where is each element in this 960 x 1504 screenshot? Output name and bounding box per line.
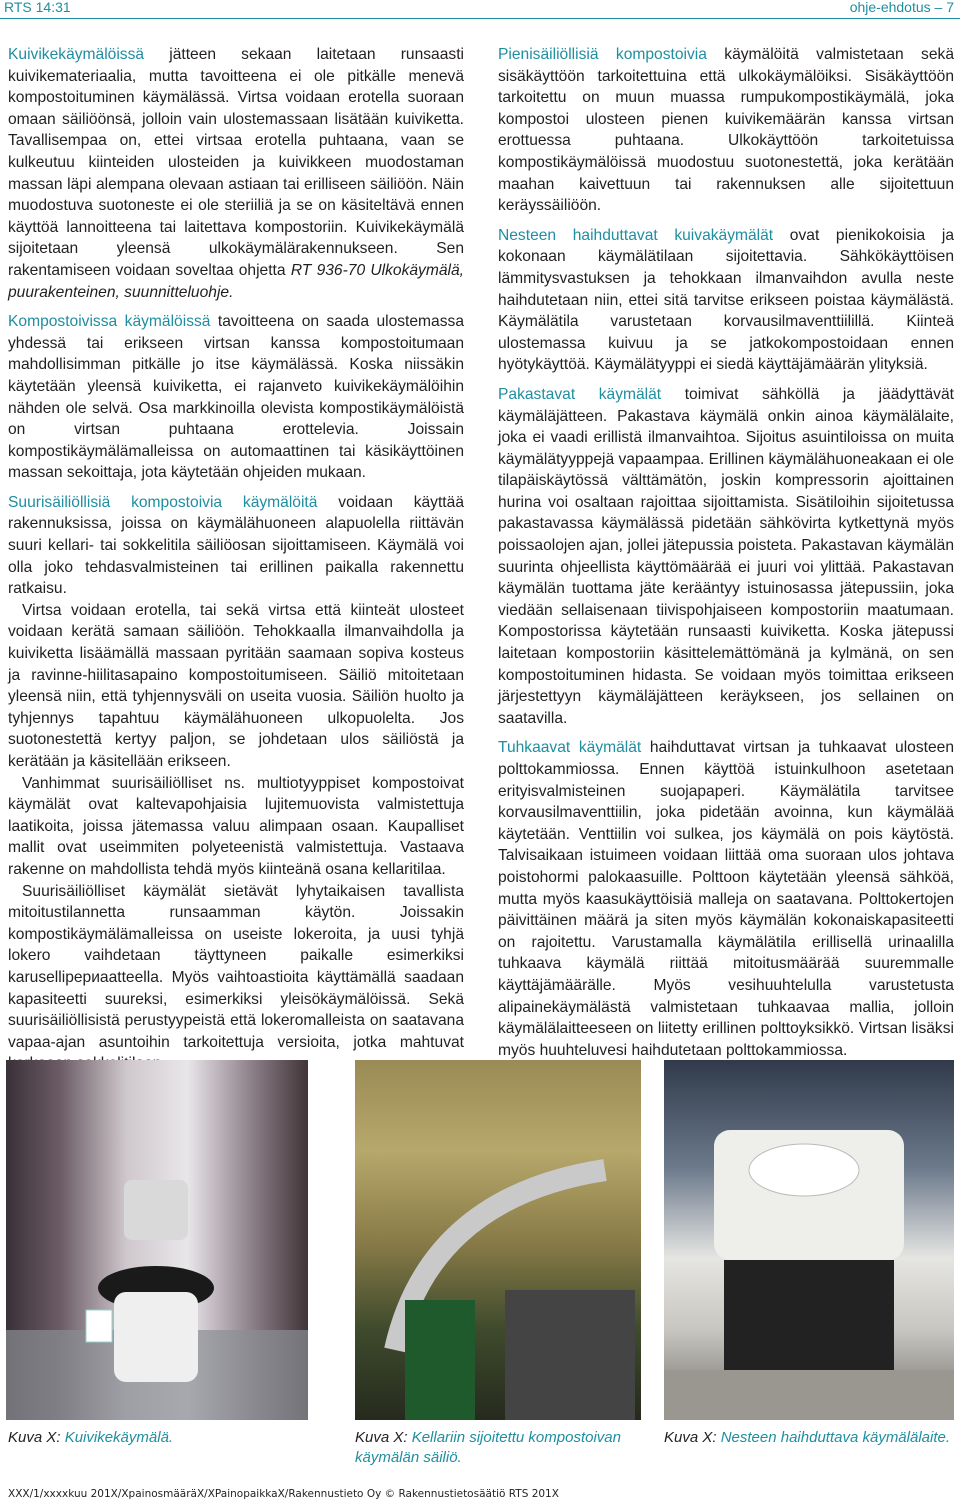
paragraph (8, 44, 464, 303)
reference: RT 936-70 Ulkokäymälä, puurakenteinen, suunnitteluohje. (8, 261, 464, 301)
lead-term: Kompostoivissa käymälöissä (8, 313, 211, 331)
photo-cellar-tank (355, 1060, 641, 1420)
caption-2 (355, 1428, 645, 1468)
paragraph (8, 311, 464, 484)
body-text: toimivat sähköllä ja jäädyttävät käymäläjätteen. Pakastava käymälä onkin ainoa käymälälaite, joka ei vaadi erillistä ilmanvaihtoa. Sijoitus asuintiloissa on muita käymälätyyppejä vapaampaa. Erillinen käymälähuoneakaan ei ole tilapäiskäytössä välttämätön, joskin kompressorin ajoittainen hurina voi osaltaan rajoittaa sijoittamista. Sisätiloihin sijoitetussa pakastavassa käymälässä pidetään sähkövirta kytkettynä myös poissaolojen ajan, jollei jätepussia poisteta. Pakastavan käymälän suurinta ohjeellista käyttömäärää ei juuri voi ylittää. Pakastavan käymälän tuottama jäte kerääntyy istuinosassa jätepussiin, joka viedään sellaisenaan tiivispohjaiseen kompostoriin maatumaan. Kompostorissa käytetään runsaasti kuiviketta. Koska jätepussi laitetaan kompostoriin käsittelemättömänä ja kylmänä, on sen kompostoituminen hidasta. Se voidaan myös toimittaa erikseen järjestettyyn käymäläjätteen keräykseen, jos sellainen on saatavilla. (498, 385, 954, 727)
paragraph: Virtsa voidaan erotella, tai sekä virtsa että kiinteät ulosteet voidaan kerätä samaan säiliöön. Tehokkaalla ilmanvaihdolla ja kuiviketta lisäämällä massaan pyritään saamaan sopiva kosteus ja ravinne-hiilitasapaino kompostoitumiseen. Säiliö mitoitetaan yleensä niin, että tyhjennysväli on useita vuosia. Säiliön huolto ja tyhjennys tapahtuu käymälähuoneen ulkopuolelta. Jos suotonestettä kertyy paljon, se johdetaan ulos säiliöstä ja kerätään ja käsitellään erikseen. (8, 601, 464, 770)
lead-term: Nesteen haihduttavat kuivakäymälät (498, 226, 774, 244)
caption-text: Nesteen haihduttava käymälälaite. (720, 1429, 951, 1446)
right-column (498, 44, 954, 1069)
caption-text: Kuivikekäymälä. (64, 1429, 174, 1446)
photo-evaporating-toilet (664, 1060, 954, 1420)
paragraph (498, 384, 954, 730)
left-column (8, 44, 464, 1075)
lead-term: Pakastavat käymälät (498, 385, 662, 403)
caption-1 (8, 1428, 173, 1448)
body-text: voidaan käyttää rakennuksissa, joissa on käymälähuoneen alapuolella riittävän suuri kellari- tai sokkelitila säiliöosan sijoittamiseen. Käymälä voi olla joko tehdasvalmisteinen tai erillinen paikalla rakennettu ratkaisu. (8, 493, 464, 598)
body-text: jätteen sekaan laitetaan runsaasti kuivikemateriaalia, mutta tavoitteena ei ole pitkälle menevä kompostoituminen käymälässä. Virtsa voidaan erotella suoraan omaan säiliöönsä, jolloin vain ulostemassaan lisätään kuiviketta. Tavallisempaa on, ettei virtsaa erotella puhtaana, vaan se kulkeutuu kiinteiden ulosteiden ja kuivikkeen muodostaman massan läpi alempana olevaan astiaan tai erilliseen säiliöön. Näin muodostuva suotoneste ei ole steriiliä ja se on käsiteltävä ennen käyttöä lannoitteena tai laitettava kompostoriin. Kuivikekäymälä sijoitetaan yleensä ulkokäymälärakennukseen. Sen rakentamiseen voidaan soveltaa ohjetta (8, 46, 464, 279)
body-text: tavoitteena on saada ulostemassa yhdessä tai erikseen virtsan kanssa kompostoitumaan mahdollisimman pitkälle jo itse käymälässä. Koska niissäkin käytetään yleensä kuiviketta, ei rajanveto kuivikekäymälöihin nähden ole selvä. Osa markkinoilla olevista kompostikäymälöistä on virtsan puhtaana erottelevia. Joissain kompostikäymälämalleissa on automaattinen tai käsikäyttöinen massan sekoittaja, jota käytetään ohjeiden mukaan. (8, 313, 464, 482)
page-footer: XXX/1/xxxxkuu 201X/XpainosmääräX/XPainopaikkaX/Rakennustieto Oy © Rakennustietosäätiö RTS 201X (8, 1488, 559, 1500)
lead-term: Kuivikekäymälöissä (8, 46, 145, 63)
body-text: käymälöitä valmistetaan sekä sisäkäyttöön tarkoitettuina että ulkokäymälöiksi. Sisäkäyttöön tarkoitettu on muun muassa rumpukompostikäymälä, joka kompostoi ulosteen pienen kuivikemäärän kanssa virtsan erottuessa puhtaana. Ulkokäyttöön tarkoitetuissa kompostikäymälöissä muodostuu suotonestettä, joka kerätään maahan kaivettuun tai rakennuksen alle sijoitettuun keräyssäiliöön. (498, 46, 954, 215)
caption-label: Kuva X: (8, 1429, 61, 1446)
body-text: ovat pienikokoisia ja kokonaan käymälätilaan sijoitettavia. Sähkökäyttöisen lämmitysvastuksen ja tehokkaan ilmanvaihdon avulla neste haihdutetaan niin, ettei sitä tarvitse erikseen poistaa käymälästä. Käymälätila varustetaan korvausilmaventtiilillä. Kiinteä ulostemassa kuivuu ja se jatkokompostoidaan ennen hyötykäyttöä. Käymälätyyppi ei siedä käyttäjämäärän ylityksiä. (498, 226, 954, 374)
caption-label: Kuva X: (355, 1429, 408, 1446)
paragraph: Suurisäiliölliset käymälät sietävät lyhytaikaisen tavallista mitoitustilannetta runsaamman käytön. Joissakin kompostikäymälämalleissa on useiste lokeroita, ja uusi tyhjä lokero vaihdetaan täyttyneen paikalle esimerkiksi karusellipериaatteella. Myös vaihtoastioita käyttämällä saadaan kapasiteetti suureksi, esimerkiksi yleisökäymälöissä. Sekä suurisäiliöllisistä perustyypeistä että lokeromalleista on saatavana vapaa-ajan asuntoihin tarkoitettuja versioita, jotka mahtuvat (8, 882, 464, 1051)
paragraph (8, 492, 464, 600)
header-page: ohje-ehdotus – 7 (849, 0, 954, 15)
paragraph (498, 225, 954, 376)
caption-label: Kuva X: (664, 1429, 717, 1446)
photo-dry-toilet (6, 1060, 308, 1420)
paragraph (498, 44, 954, 217)
unit-illustration (664, 1060, 954, 1420)
body-text: haihduttavat virtsan ja tuhkaavat ulosteen polttokammiossa. Ennen käyttöä istuinkulhoon asetetaan erityisvalmisteinen suojapaperi. Käymälätila tarvitsee korvausilmaventtiilin, joka pidetään avoinna, kun käymälää käytetään. Venttiilin voi sulkea, jos käymälä on pois käytöstä. Talvisaikaan istuimeen voidaan liittää oma suoraan ulos johtava poistohormi palokaasuille. Polttoon käytetään yleensä sähköä, mutta myös kaasukäyttöisiä malleja on saatavana. Polttokertojen päivittäinen määrä ja siten myös käymälän kokonaiskapasiteetti on rajoitettu. Varustamalla käymälätila erillisellä urinaalilla tuhkaava käymälä riittää mitoitusmäärää suuremmalle käyttäjämäärälle. Myös vesihuuhtelulla varustetusta alipainekäymälästä valmistetaan tuhkaavaa mallia, jolloin käymälälaitteeseen on liitetty erillinen polttoyksikkö. Virtsan lisäksi myös huuhteluvesi haihdutetaan polttokammiossa. (498, 739, 954, 1059)
lead-term: Tuhkaavat käymälät (498, 739, 642, 757)
page-header (0, 0, 960, 16)
caption-text: Kellariin sijoitettu kompostoivan käymälän säiliö. (355, 1429, 621, 1466)
paragraph: Vanhimmat suurisäiliölliset ns. multiotyyppiset kompostoivat käymälät ovat kaltevapohjaisia lujitemuovista valmistettuja laatikoita, joissa jätemassa valuu alimpaan osaan. Kaupalliset mallit ovat useimmiten polyeteenistä valmistettuja. Vastaava rakenne on mahdollista tehdä myös kiinteänä osana kellaritilaa. (8, 774, 464, 878)
caption-3 (664, 1428, 950, 1448)
lead-term: Pienisäiliöllisiä kompostoivia (498, 46, 707, 63)
header-code: RTS 14:31 (4, 0, 71, 15)
toilet-illustration (6, 1060, 308, 1420)
header-rule (0, 18, 960, 19)
tank-illustration (355, 1060, 641, 1420)
lead-term: Suurisäiliöllisiä kompostoivia käymälöitä (8, 493, 318, 511)
paragraph (498, 737, 954, 1061)
